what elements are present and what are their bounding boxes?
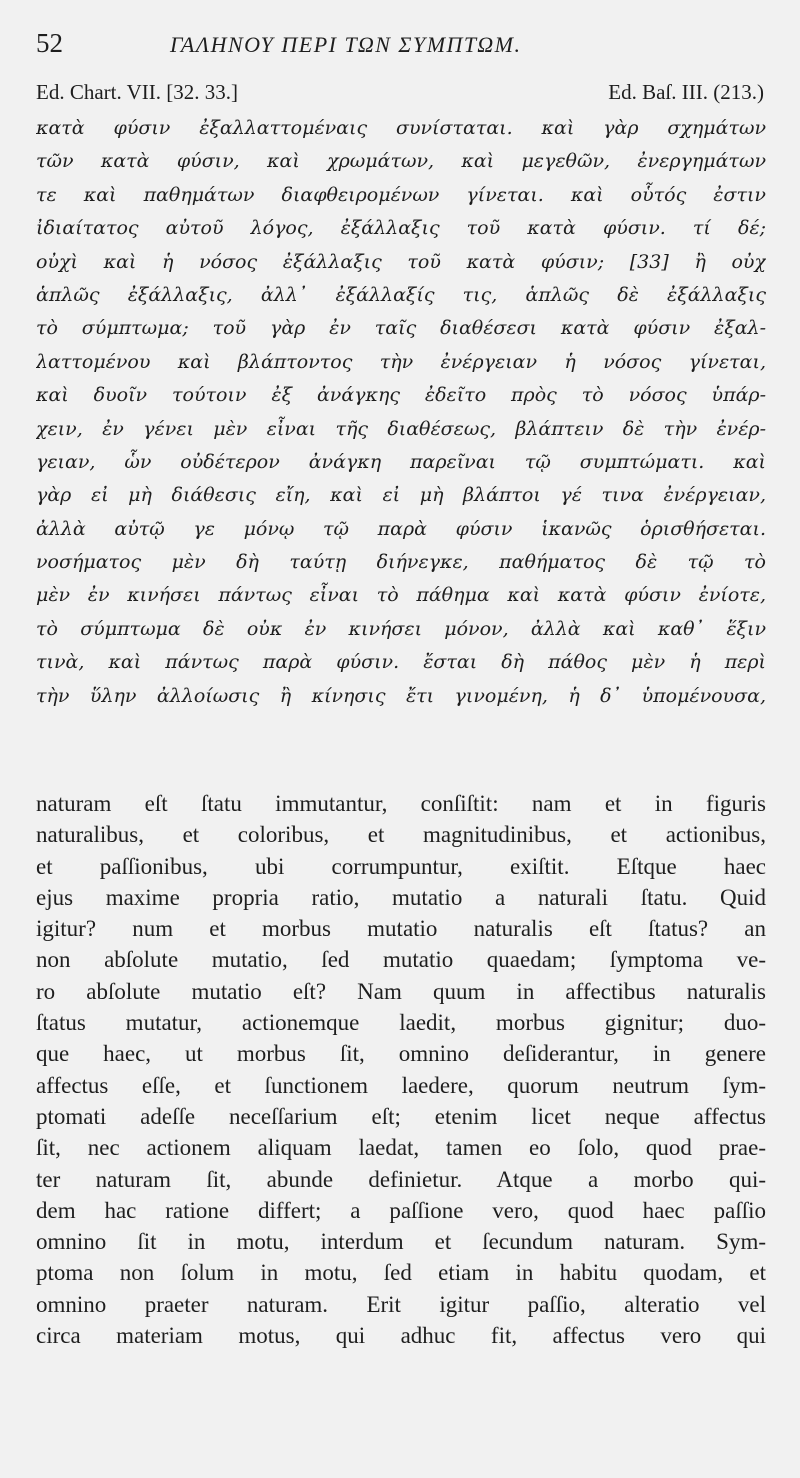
latin-line: naturam eſt ſtatu immutantur, conſiſtit: nam et in figuris (36, 791, 766, 816)
greek-text-block (36, 112, 766, 713)
greek-line: κατὰ φύσιν ἐξαλλαττομέναις συνίσταται. καὶ γὰρ σχημάτων (36, 117, 766, 139)
greek-line: τὸ σύμπτωμα δὲ οὐκ ἐν κινήσει μόνον, ἀλλὰ καὶ καθ᾽ ἕξιν (36, 617, 766, 640)
greek-line: ἀλλὰ αὐτῷ γε μόνῳ τῷ παρὰ φύσιν ἱκανῶς ὁρισθήσεται. (36, 517, 766, 540)
latin-line: ſit, nec actionem aliquam laedat, tamen eo ſolo, quod prae- (36, 1135, 766, 1161)
greek-line: λαττομένου καὶ βλάπτοντος τὴν ἐνέργειαν ἡ νόσος γίνεται, (36, 350, 766, 373)
greek-line: τε καὶ παθημάτων διαφθειρομένων γίνεται. καὶ οὗτός ἐστιν (36, 183, 766, 206)
greek-line: τὴν ὕλην ἀλλοίωσις ἢ κίνησις ἔτι γινομένη, ἡ δ᾽ ὑπομένουσα, (36, 684, 766, 707)
latin-line: que haec, ut morbus ſit, omnino deſiderantur, in genere (36, 1041, 766, 1067)
latin-line: dem hac ratione differt; a paſſione vero, quod haec paſſio (36, 1197, 766, 1223)
greek-line: τὸ σύμπτωμα; τοῦ γὰρ ἐν ταῖς διαθέσεσι κατὰ φύσιν ἐξαλ- (36, 317, 766, 340)
latin-line: ter naturam ſit, abunde definietur. Atque a morbo qui- (36, 1166, 766, 1192)
latin-line: et paſſionibus, ubi corrumpuntur, exiſtit. Eſtque haec (36, 853, 766, 879)
edition-reference-chartier: Ed. Chart. VII. [32. 33.] (36, 80, 238, 104)
greek-line: οὐχὶ καὶ ἡ νόσος ἐξάλλαξις τοῦ κατὰ φύσιν; [33] ἢ οὐχ (36, 250, 766, 273)
latin-line: omnino ſit in motu, interdum et ſecundum naturam. Sym- (36, 1229, 766, 1255)
latin-text-block (36, 788, 766, 1351)
latin-line: omnino praeter naturam. Erit igitur paſſio, alteratio vel (36, 1291, 766, 1317)
latin-line: ſtatus mutatur, actionemque laedit, morbus gignitur; duo- (36, 1010, 766, 1036)
latin-line: igitur? num et morbus mutatio naturalis eſt ſtatus? an (36, 916, 766, 942)
greek-line: μὲν ἐν κινήσει πάντως εἶναι τὸ πάθημα καὶ κατὰ φύσιν ἐνίοτε, (36, 584, 766, 607)
greek-line: τῶν κατὰ φύσιν, καὶ χρωμάτων, καὶ μεγεθῶν, ἐνεργημάτων (36, 150, 766, 173)
greek-line: γειαν, ὧν οὐδέτερον ἀνάγκη παρεῖναι τῷ συμπτώματι. καὶ (36, 450, 766, 473)
greek-line: νοσήματος μὲν δὴ ταύτῃ διήνεγκε, παθήματος δὲ τῷ τὸ (36, 551, 766, 574)
latin-line: circa materiam motus, qui adhuc fit, affectus vero qui (36, 1323, 766, 1349)
greek-line: καὶ δυοῖν τούτοιν ἐξ ἀνάγκης ἐδεῖτο πρὸς τὸ νόσος ὑπάρ- (36, 384, 766, 407)
greek-line: γὰρ εἰ μὴ διάθεσις εἴη, καὶ εἰ μὴ βλάπτοι γέ τινα ἐνέργειαν, (36, 484, 766, 507)
page-header (36, 28, 776, 68)
running-title: ΓΑΛΗΝΟΥ ΠΕΡΙ ΤΩΝ ΣΥΜΠΤΩΜ. (170, 32, 522, 57)
greek-line: χειν, ἐν γένει μὲν εἶναι τῆς διαθέσεως, βλάπτειν δὲ τὴν ἐνέρ- (36, 417, 766, 440)
page-number: 52 (36, 28, 63, 58)
edition-reference-basel: Ed. Baſ. III. (213.) (608, 80, 764, 104)
latin-line: non abſolute mutatio, ſed mutatio quaedam; ſymptoma ve- (36, 947, 766, 973)
latin-line: ejus maxime propria ratio, mutatio a naturali ſtatu. Quid (36, 884, 766, 910)
greek-line: ἰδιαίτατος αὐτοῦ λόγος, ἐξάλλαξις τοῦ κατὰ φύσιν. τί δέ; (36, 217, 766, 240)
latin-line: affectus eſſe, et ſunctionem laedere, quorum neutrum ſym- (36, 1072, 766, 1098)
latin-line: ptomati adeſſe neceſſarium eſt; etenim licet neque affectus (36, 1103, 766, 1129)
edition-references (36, 80, 764, 112)
latin-line: naturalibus, et coloribus, et magnitudinibus, et actionibus, (36, 822, 766, 848)
greek-line: ἁπλῶς ἐξάλλαξις, ἀλλ᾽ ἐξάλλαξίς τις, ἁπλῶς δὲ ἐξάλλαξις (36, 283, 766, 306)
latin-line: ro abſolute mutatio eſt? Nam quum in affectibus naturalis (36, 978, 766, 1004)
greek-line: τινὰ, καὶ πάντως παρὰ φύσιν. ἔσται δὴ πάθος μὲν ἡ περὶ (36, 651, 766, 674)
latin-line: ptoma non ſolum in motu, ſed etiam in habitu quodam, et (36, 1260, 766, 1286)
